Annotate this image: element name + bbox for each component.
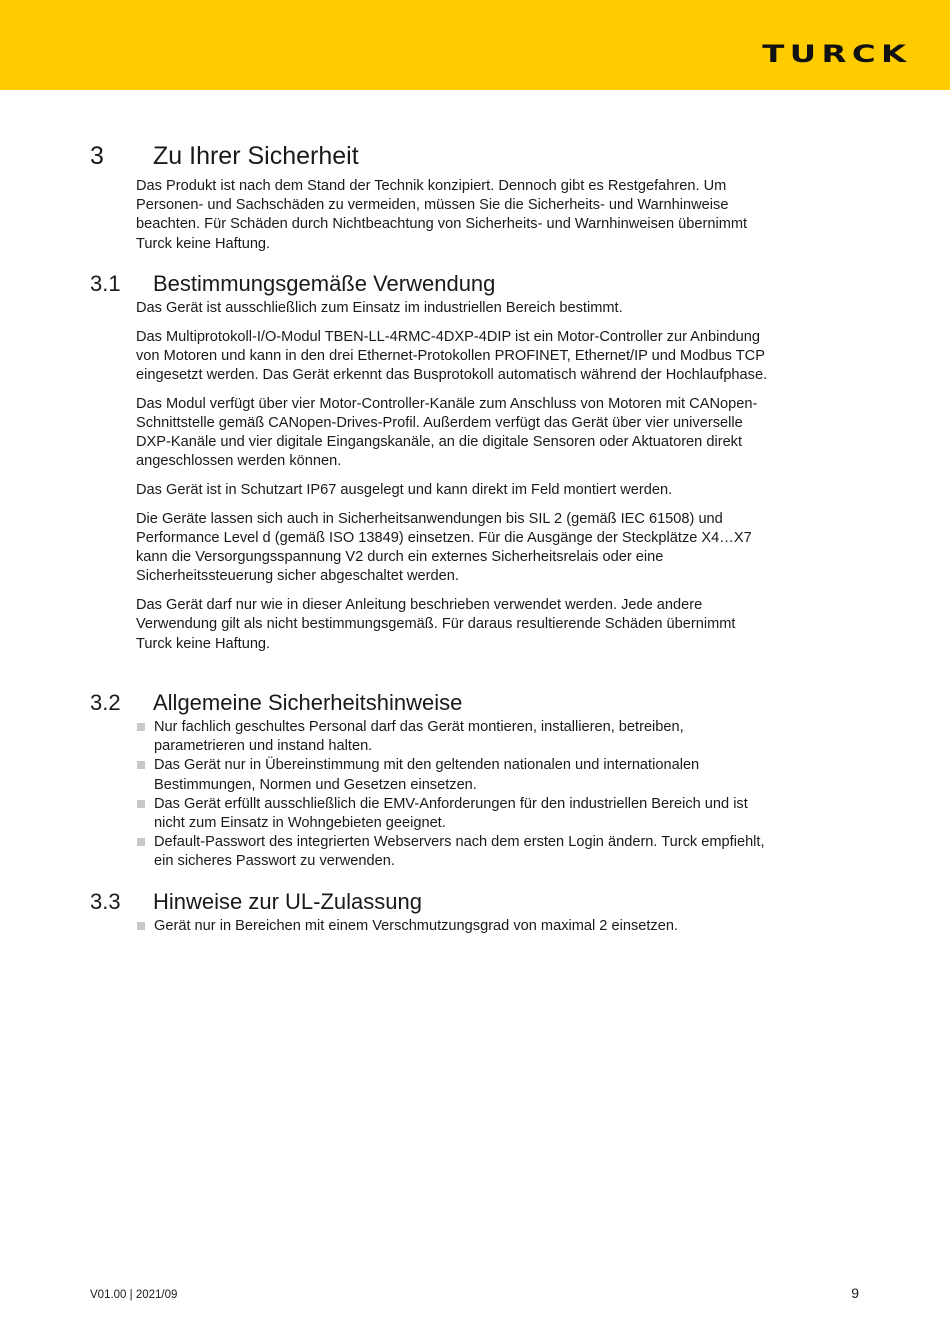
bullet-square-icon [137, 761, 145, 769]
bullet-square-icon [137, 838, 145, 846]
bullet-square-icon [137, 800, 145, 808]
list-item [136, 718, 772, 756]
footer-version: V01.00 | 2021/09 [90, 1289, 178, 1301]
list-item-text: Nur fachlich geschultes Personal darf das Gerät montieren, installieren, betreiben, parametrieren und instand halten. [154, 719, 684, 755]
page-number: 9 [851, 1285, 859, 1301]
section-number: 3.1 [90, 271, 121, 296]
section-title: Bestimmungsgemäße Verwendung [153, 271, 496, 296]
list-item [136, 795, 772, 833]
list-item-text: Das Gerät nur in Übereinstimmung mit den geltenden nationalen und internationalen Bestimmungen, Normen und Gesetzen einsetzen. [154, 757, 700, 793]
paragraph: Die Geräte lassen sich auch in Sicherheitsanwendungen bis SIL 2 (gemäß IEC 61508) und Performance Level d (gemäß ISO 13849) einsetzen. Für die Ausgänge der Steckplätze X4…X7 kann die Versorgungsspannung V2 durch ein externes Sicherheitsrelais oder eine Sicherheitssteuerung sicher abgeschaltet werden. [136, 510, 752, 585]
paragraph: Das Gerät ist in Schutzart IP67 ausgelegt und kann direkt im Feld montiert werden. [136, 482, 673, 499]
section-title: Zu Ihrer Sicherheit [153, 142, 359, 170]
paragraph: Das Modul verfügt über vier Motor-Controller-Kanäle zum Anschluss von Motoren mit CANopen-Schnittstelle gemäß CANopen-Drives-Profil. Außerdem verfügt das Gerät über vier universelle DXP-Kanäle und vier digitale Eingangskanäle, an die digitale Sensoren oder Aktuatoren direkt angeschlossen werden können. [136, 395, 758, 470]
list-item-text: Gerät nur in Bereichen mit einem Verschmutzungsgrad von maximal 2 einsetzen. [154, 918, 679, 934]
list-item [136, 833, 772, 871]
section-number: 3.2 [90, 690, 121, 715]
bullet-list [136, 718, 772, 872]
section-3-2-body [136, 718, 772, 872]
paragraph: Das Produkt ist nach dem Stand der Technik konzipiert. Dennoch gibt es Restgefahren. Um Personen- und Sachschäden zu vermeiden, müssen Sie die Sicherheits- und Warnhinweise beachten. Für Schäden durch Nichtbeachtung von Sicherheits- und Warnhinweisen übernimmt Turck keine Haftung. [136, 178, 748, 252]
list-item [136, 917, 772, 936]
section-3-body [136, 177, 772, 263]
turck-logo: TURCK [762, 40, 912, 68]
paragraph: Das Gerät darf nur wie in dieser Anleitung beschrieben verwendet werden. Jede andere Verwendung gilt als nicht bestimmungsgemäß. Für daraus resultierende Schäden übernimmt Turck keine Haftung. [136, 597, 736, 652]
list-item [136, 756, 772, 794]
section-number: 3 [90, 142, 104, 170]
paragraph: Das Gerät ist ausschließlich zum Einsatz im industriellen Bereich bestimmt. [136, 300, 623, 316]
paragraph: Das Multiprotokoll-I/O-Modul TBEN-LL-4RMC-4DXP-4DIP ist ein Motor-Controller zur Anbindung von Motoren und kann in den drei Ethernet-Protokollen PROFINET, Ethernet/IP und Modbus TCP eingesetzt werden. Das Gerät erkennt das Busprotokoll automatisch während der Hochlaufphase. [136, 328, 768, 384]
list-item-text: Default-Passwort des integrierten Webservers nach dem ersten Login ändern. Turck empfiehlt, ein sicheres Passwort zu verwenden. [154, 834, 765, 870]
bullet-square-icon [137, 922, 145, 930]
section-3-3-body [136, 917, 772, 936]
section-3-1-body [136, 299, 772, 663]
bullet-square-icon [137, 723, 145, 731]
section-number: 3.3 [90, 889, 121, 914]
bullet-list [136, 917, 772, 936]
header-bar [0, 0, 950, 90]
section-title: Hinweise zur UL-Zulassung [153, 889, 422, 914]
list-item-text: Das Gerät erfüllt ausschließlich die EMV-Anforderungen für den industriellen Bereich und ist nicht zum Einsatz in Wohngebieten geeignet. [154, 795, 748, 832]
section-title: Allgemeine Sicherheitshinweise [153, 690, 463, 715]
